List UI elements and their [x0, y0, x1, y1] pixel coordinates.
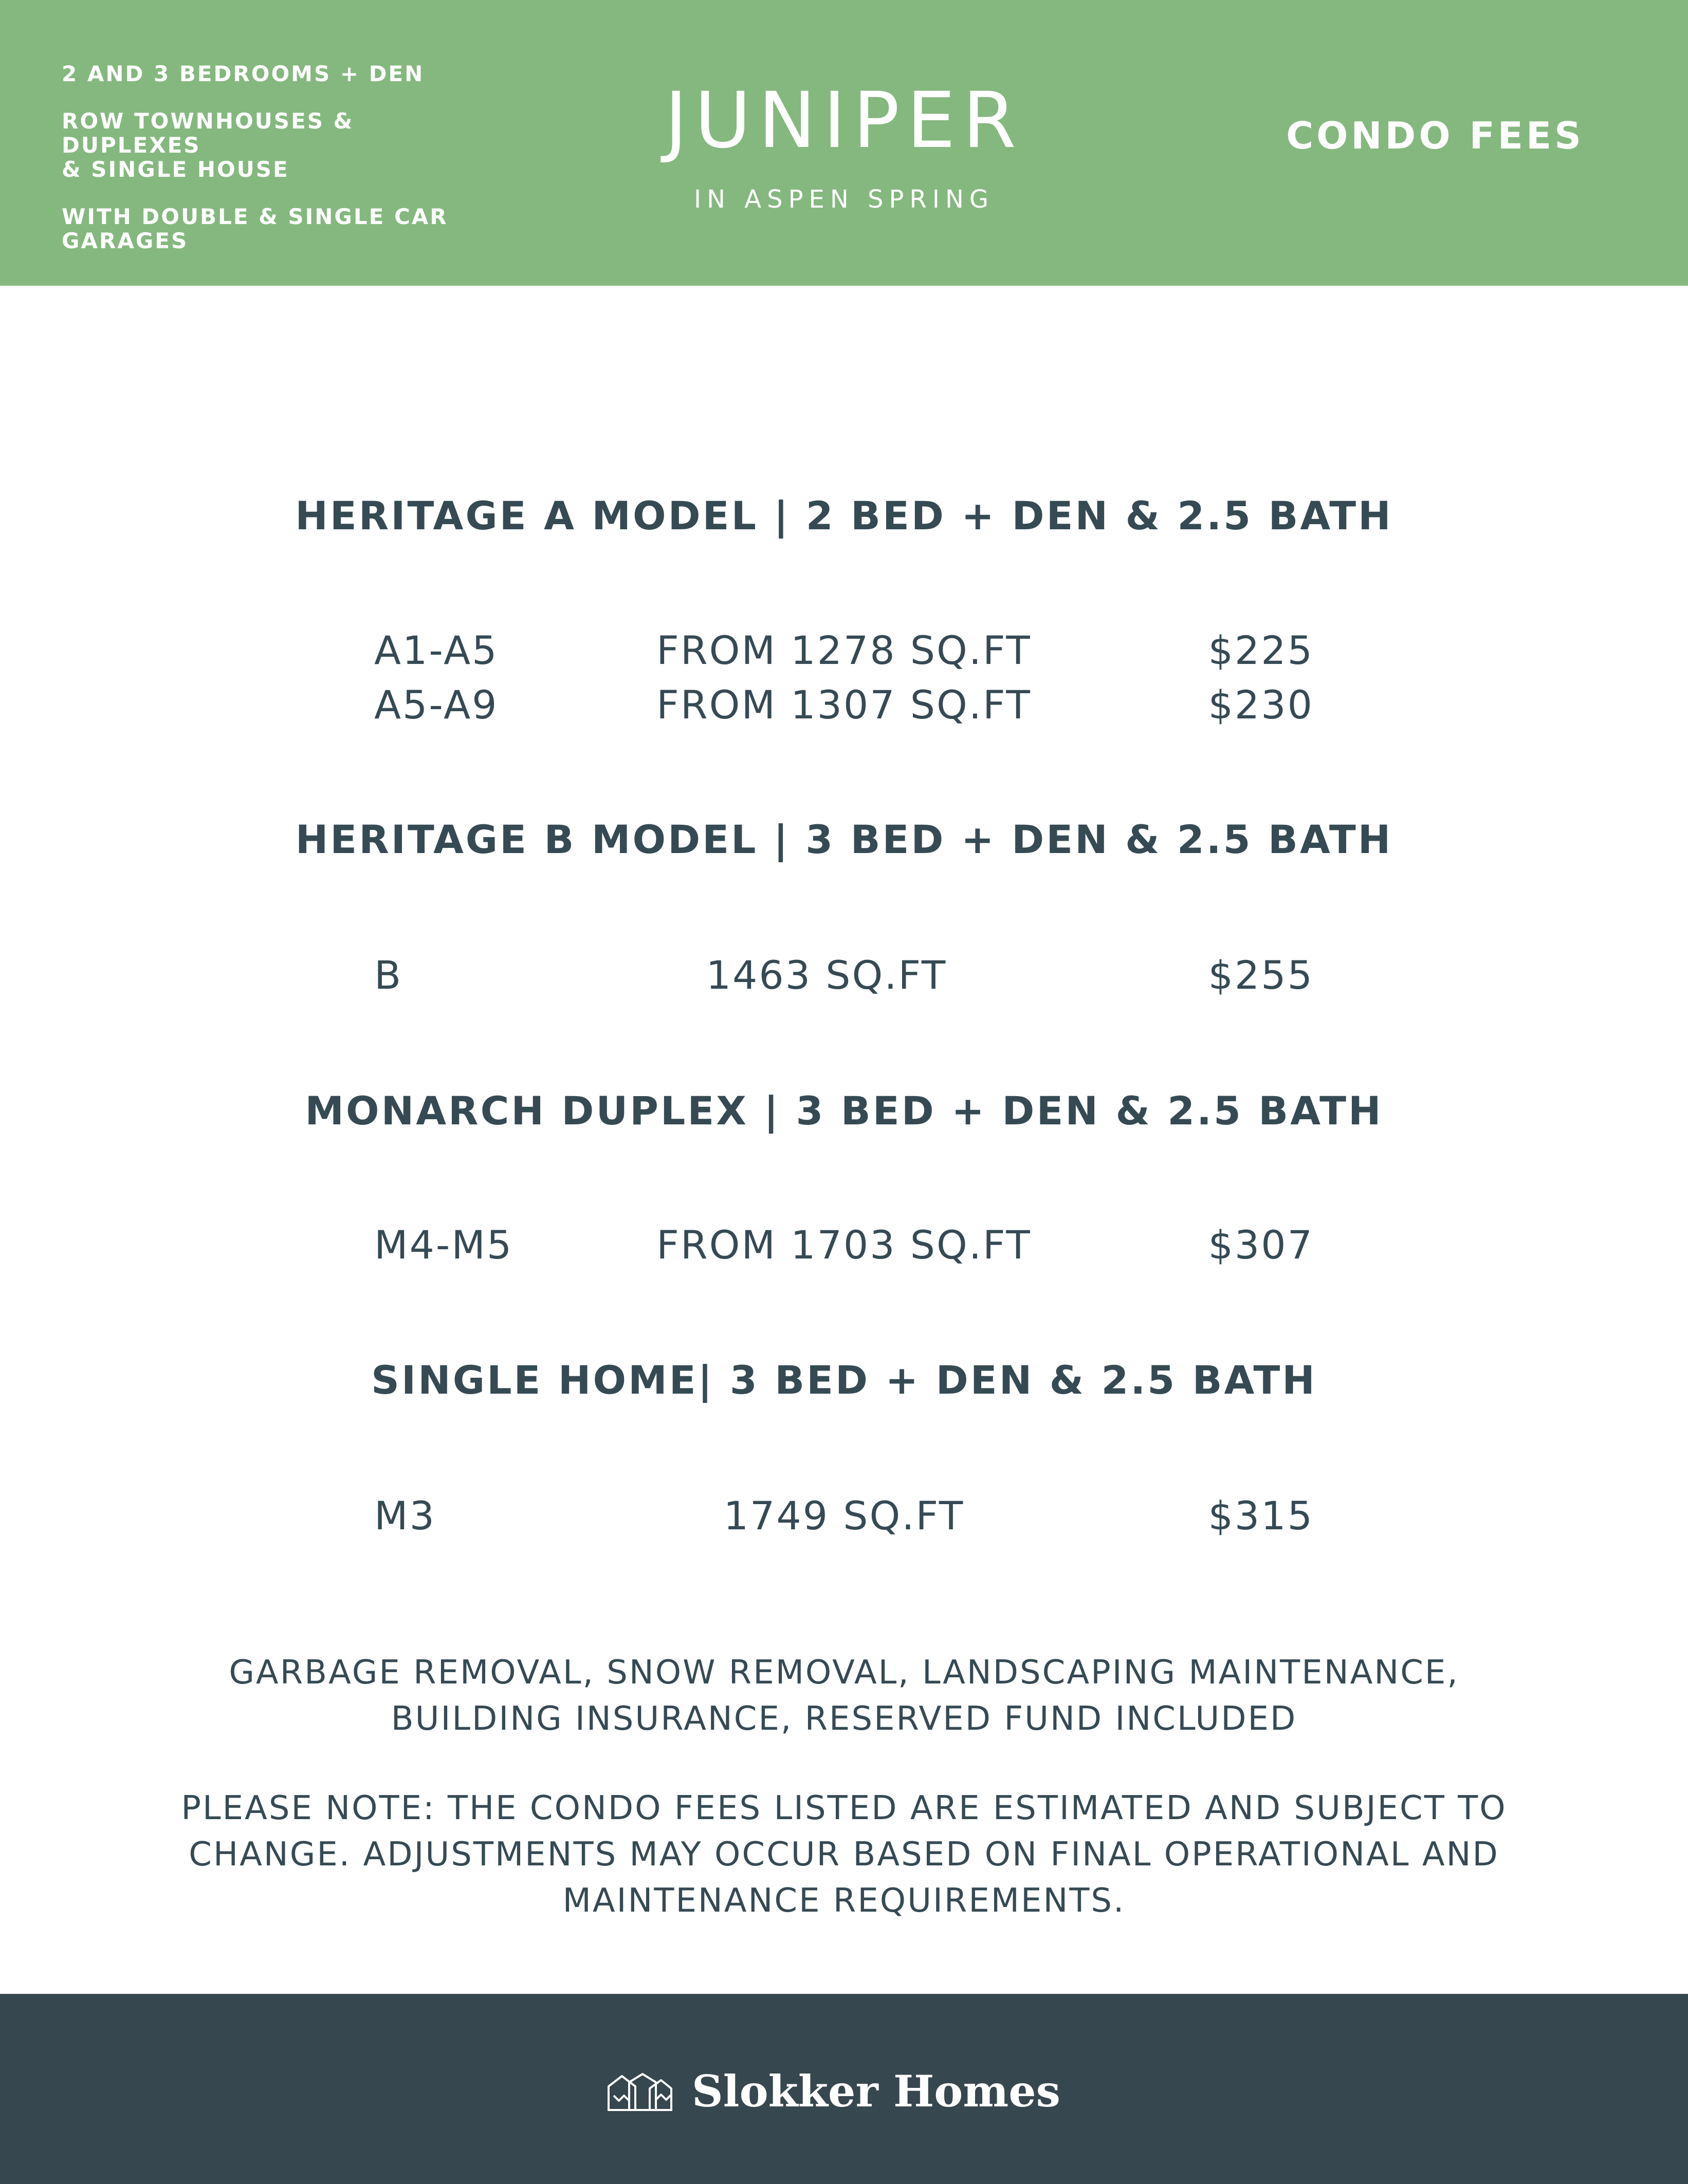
- area-value: FROM 1278 SQ.FT: [656, 627, 1032, 673]
- area-value: 1463 SQ.FT: [706, 952, 947, 998]
- fee-value: $315: [1208, 1493, 1314, 1539]
- feature-list: [62, 62, 483, 276]
- company-brand: [607, 2066, 1060, 2117]
- area-value: 1749 SQ.FT: [723, 1493, 965, 1539]
- footer-banner: [0, 1994, 1688, 2184]
- disclaimer-note: PLEASE NOTE: THE CONDO FEES LISTED ARE ESTIMATED AND SUBJECT TO CHANGE. ADJUSTMENTS MAY OCCUR BASED ON FINAL OPERATIONAL AND MAINTENANCE REQUIREMENTS.: [181, 1789, 1507, 1920]
- header-banner: [0, 0, 1688, 286]
- fee-value: $307: [1208, 1222, 1314, 1268]
- brand-title: JUNIPER: [665, 76, 1023, 165]
- area-value: FROM 1307 SQ.FT: [656, 682, 1032, 728]
- feature-bedrooms: 2 AND 3 BEDROOMS + DEN: [62, 61, 425, 86]
- table-row: [374, 626, 1314, 675]
- fee-value: $230: [1208, 682, 1314, 728]
- page-title: CONDO FEES: [1286, 114, 1584, 157]
- section-heading-monarch-duplex: MONARCH DUPLEX | 3 BED + DEN & 2.5 BATH: [305, 1088, 1383, 1134]
- fee-value: $225: [1208, 627, 1314, 673]
- table-row: [374, 1491, 1314, 1541]
- feature-home-types: ROW TOWNHOUSES & DUPLEXES & SINGLE HOUSE: [62, 108, 354, 182]
- unit-label: B: [374, 952, 403, 998]
- included-services-note: GARBAGE REMOVAL, SNOW REMOVAL, LANDSCAPING MAINTENANCE, BUILDING INSURANCE, RESERVED FUND INCLUDED: [229, 1654, 1459, 1738]
- section-heading-heritage-a: HERITAGE A MODEL | 2 BED + DEN & 2.5 BATH: [295, 493, 1393, 539]
- company-name: Slokker Homes: [692, 2066, 1060, 2117]
- fee-value: $255: [1208, 952, 1314, 998]
- unit-label: A5-A9: [374, 682, 499, 728]
- houses-logo-icon: [607, 2071, 673, 2112]
- section-heading-heritage-b: HERITAGE B MODEL | 3 BED + DEN & 2.5 BATH: [295, 817, 1393, 862]
- area-value: FROM 1703 SQ.FT: [656, 1222, 1032, 1268]
- table-row: [374, 1220, 1314, 1270]
- section-heading-single-home: SINGLE HOME| 3 BED + DEN & 2.5 BATH: [371, 1357, 1317, 1403]
- table-row: [374, 680, 1314, 730]
- unit-label: M4-M5: [374, 1222, 513, 1268]
- brand-subtitle: IN ASPEN SPRING: [693, 185, 995, 214]
- table-row: [374, 951, 1314, 1000]
- unit-label: A1-A5: [374, 627, 499, 673]
- feature-garages: WITH DOUBLE & SINGLE CAR GARAGES: [62, 204, 448, 253]
- unit-label: M3: [374, 1493, 436, 1539]
